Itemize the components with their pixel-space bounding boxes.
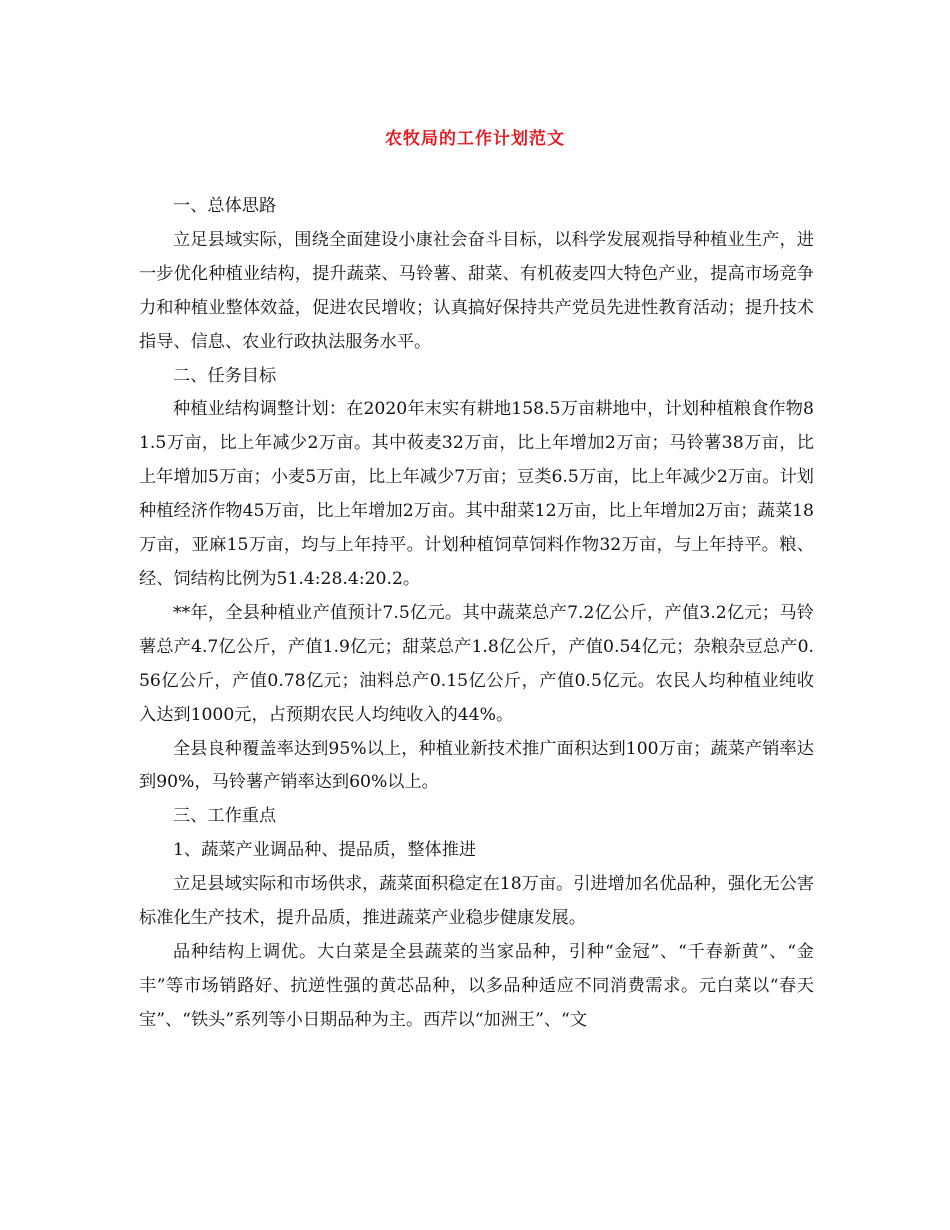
- section-heading-overall-approach: 一、总体思路: [173, 196, 277, 216]
- paragraph-planting-plan: 种植业结构调整计划：在2020年末实有耕地158.5万亩耕地中，计划种植粮食作物81.5万亩，比上年减少2万亩。其中莜麦32万亩，比上年增加2万亩；马铃薯38万亩，比上年增加5万亩；小麦5万亩，比上年减少7万亩；豆类6.5万亩，比上年减少2万亩。计划种植经济作物45万亩，比上年增加2万亩。其中甜菜12万亩，比上年增加2万亩；蔬菜18万亩，亚麻15万亩，均与上年持平。计划种植饲草饲料作物32万亩，与上年持平。粮、经、饲结构比例为51.4:28.4:20.2。: [139, 399, 814, 589]
- paragraph-overall-approach: 立足县域实际，围绕全面建设小康社会奋斗目标，以科学发展观指导种植业生产，进一步优化种植业结构，提升蔬菜、马铃薯、甜菜、有机莜麦四大特色产业，提高市场竞争力和种植业整体效益，促进农民增收；认真搞好保持共产党员先进性教育活动；提升技术指导、信息、农业行政执法服务水平。: [139, 229, 814, 352]
- section-heading-task-goals: 二、任务目标: [173, 365, 277, 386]
- paragraph-seed-coverage: 全县良种覆盖率达到95%以上，种植业新技术推广面积达到100万亩；蔬菜产销率达到90%，马铃薯产销率达到60%以上。: [139, 738, 814, 793]
- document-title: 农牧局的工作计划范文: [385, 129, 565, 149]
- paragraph-variety-structure: 品种结构上调优。大白菜是全县蔬菜的当家品种，引种“金冠”、“千春新黄”、“金丰”等市场销路好、抗逆性强的黄芯品种，以多品种适应不同消费需求。元白菜以“春天宝”、“铁头”系列等小日期品种为主。西芹以“加洲王”、“文: [139, 941, 814, 1030]
- paragraph-output-value: **年，全县种植业产值预计7.5亿元。其中蔬菜总产7.2亿公斤，产值3.2亿元；马铃薯总产4.7亿公斤，产值1.9亿元；甜菜总产1.8亿公斤，产值0.54亿元；杂粮杂豆总产0.56亿公斤，产值0.78亿元；油料总产0.15亿公斤，产值0.5亿元。农民人均种植业纯收入达到1000元，占预期农民人均纯收入的44%。: [139, 602, 814, 725]
- paragraph-vegetable-area: 立足县域实际和市场供求，蔬菜面积稳定在18万亩。引进增加名优品种，强化无公害标准化生产技术，提升品质，推进蔬菜产业稳步健康发展。: [139, 874, 814, 929]
- section-heading-work-focus: 三、工作重点: [173, 806, 277, 827]
- subsection-heading-vegetables: 1、蔬菜产业调品种、提品质，整体推进: [173, 840, 477, 861]
- document-body: [139, 190, 814, 1038]
